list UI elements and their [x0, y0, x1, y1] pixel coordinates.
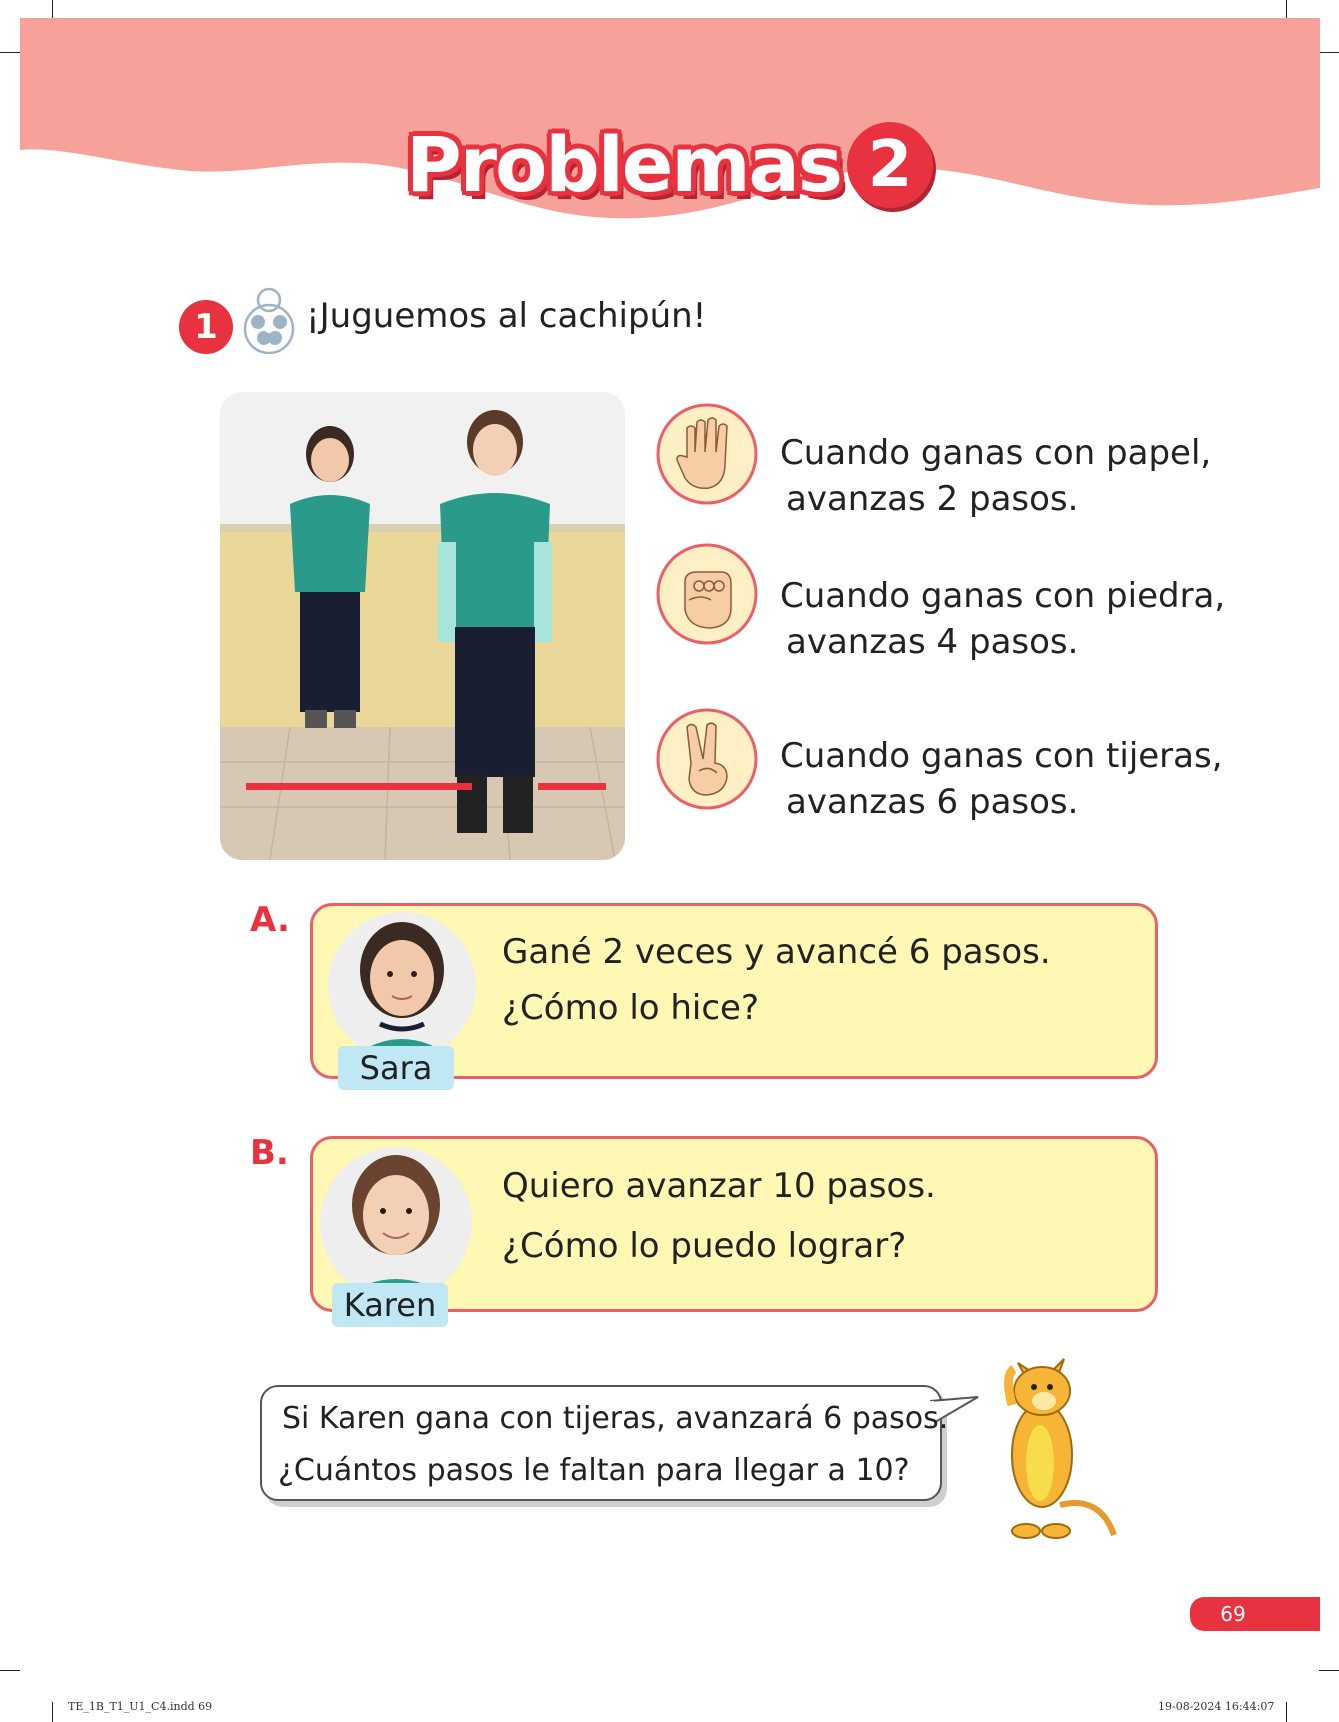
item-a-line2: ¿Cómo lo hice?	[502, 988, 760, 1028]
item-b-line1: Quiero avanzar 10 pasos.	[502, 1166, 936, 1206]
avatar-sara	[328, 912, 476, 1060]
crop-mark	[52, 1702, 53, 1722]
name-tag-sara: Sara	[338, 1046, 454, 1090]
two-fingers-scissors-icon	[655, 707, 759, 811]
hint-line2: ¿Cuántos pasos le faltan para llegar a 10?	[278, 1453, 910, 1488]
crop-mark	[1286, 1702, 1287, 1722]
activity-title: ¡Juguemos al cachipún!	[306, 296, 707, 336]
title-text: Problemas	[405, 120, 842, 209]
open-hand-paper-icon	[655, 402, 759, 506]
photo-two-girls	[220, 392, 625, 860]
page-title	[0, 120, 1339, 209]
rule-rock-line2: avanzas 4 pasos.	[786, 622, 1079, 662]
rule-rock	[780, 573, 1225, 665]
activity-number-badge: 1	[179, 300, 233, 354]
crop-mark	[1319, 52, 1339, 53]
cat-mascot-illustration	[990, 1345, 1120, 1545]
title-number-badge: 2	[847, 122, 933, 208]
page-number: 69	[1220, 1602, 1246, 1626]
hint-line1: Si Karen gana con tijeras, avanzará 6 pasos.	[282, 1401, 949, 1436]
rule-scissors-line2: avanzas 6 pasos.	[786, 782, 1079, 822]
crop-mark	[1286, 0, 1287, 20]
item-letter-a: A.	[250, 900, 290, 940]
group-work-icon	[240, 284, 298, 354]
rule-paper	[780, 430, 1211, 522]
rule-paper-line1: Cuando ganas con papel,	[780, 433, 1212, 473]
item-letter-b: B.	[250, 1133, 289, 1173]
rule-scissors	[780, 733, 1223, 825]
item-a-line1: Gané 2 veces y avancé 6 pasos.	[502, 932, 1051, 972]
rule-rock-line1: Cuando ganas con piedra,	[780, 576, 1226, 616]
name-tag-karen: Karen	[332, 1283, 448, 1327]
crop-mark	[0, 1670, 20, 1671]
crop-mark	[1319, 1670, 1339, 1671]
crop-mark	[0, 52, 20, 53]
rule-paper-line2: avanzas 2 pasos.	[786, 479, 1079, 519]
footer-timestamp: 19-08-2024 16:44:07	[1158, 1700, 1275, 1713]
rule-scissors-line1: Cuando ganas con tijeras,	[780, 736, 1223, 776]
avatar-karen	[320, 1147, 472, 1299]
item-b-line2: ¿Cómo lo puedo lograr?	[502, 1226, 907, 1266]
footer-file-name: TE_1B_T1_U1_C4.indd 69	[68, 1700, 213, 1713]
crop-mark	[52, 0, 53, 20]
fist-rock-icon	[655, 542, 759, 646]
